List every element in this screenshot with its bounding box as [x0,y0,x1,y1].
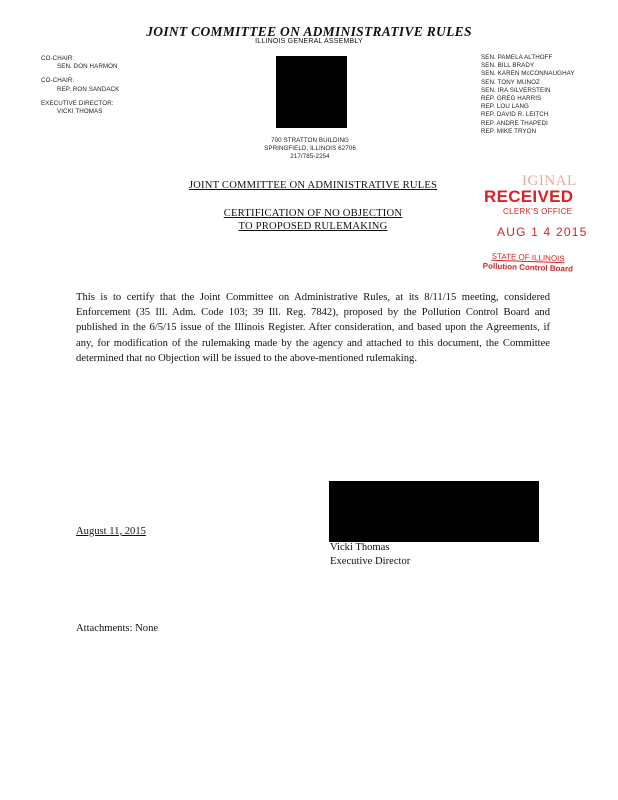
member-name: REP. DAVID R. LEITCH [481,111,549,119]
address-line: 217/785-2254 [290,153,330,161]
attachments-note: Attachments: None [76,623,159,634]
co-chair-name: SEN. DON HARMON [57,63,118,71]
member-name: REP. ANDRE THAPEDI [481,119,548,127]
address-line: SPRINGFIELD, ILLINOIS 62706 [264,145,356,153]
committee-members-list [481,54,575,136]
letterhead-title: JOINT COMMITTEE ON ADMINISTRATIVE RULES [146,24,472,39]
stamp-clerks-office: CLERK'S OFFICE [503,207,573,216]
received-stamp: RECEIVED [484,187,574,206]
committee-address [250,137,370,162]
address-line: 700 STRATTON BUILDING [271,137,349,144]
certification-body: This is to certify that the Joint Committee on Administrative Rules, at its 8/11/15 meeting, considered Enforcement (35 Ill. Adm. Code 103; 39 Ill. Reg. 7842), proposed by the Pollution Control Board and published in the 6/5/15 issue of the Illinois Register. After consideration, and based upon the Agreements, if any, for modification of the rulemaking made by the agency and attached to this document, the Committee determined that no Objection will be issued to the above-mentioned rulemaking. [76,292,550,364]
member-name: SEN. IRA SILVERSTEIN [481,86,551,94]
member-name: SEN. TONY MUNOZ [481,78,540,86]
member-name: SEN. PAMELA ALTHOFF [481,54,553,61]
letterhead-subtitle: ILLINOIS GENERAL ASSEMBLY [255,38,363,45]
member-name: REP. GREG HARRIS [481,95,542,103]
stamp-board-line: Pollution Control Board [482,261,574,274]
signer-title: Executive Director [330,556,411,567]
member-name: REP. MIKE TRYON [481,127,537,135]
stamp-state-line: STATE OF ILLINOIS [491,251,565,264]
certification-subtitle: TO PROPOSED RULEMAKING [238,221,388,232]
member-name: SEN. KAREN McCONNAUGHAY [481,70,575,78]
co-chair-name: REP. RON SANDACK [57,85,120,93]
co-chair-label: CO-CHAIR: [41,77,75,85]
stamp-date: AUG 1 4 2015 [497,225,588,239]
co-chair-label: CO-CHAIR: [41,55,75,62]
signature-block [330,541,410,569]
member-name: REP. LOU LANG [481,103,529,111]
stamp-ghost-text: IGINAL [522,173,577,189]
redacted-seal [276,56,347,128]
certification-title: CERTIFICATION OF NO OBJECTION [223,208,403,219]
stamp-agency [482,251,575,274]
executive-director-name: VICKI THOMAS [57,108,103,116]
certification-date: August 11, 2015 [76,526,146,537]
signer-name: Vicki Thomas [330,542,390,553]
member-name: SEN. BILL BRADY [481,62,535,70]
executive-director-label: EXECUTIVE DIRECTOR: [41,99,114,107]
redacted-signature [329,481,539,542]
co-chairs-list [41,55,119,116]
committee-heading: JOINT COMMITTEE ON ADMINISTRATIVE RULES [188,180,438,191]
